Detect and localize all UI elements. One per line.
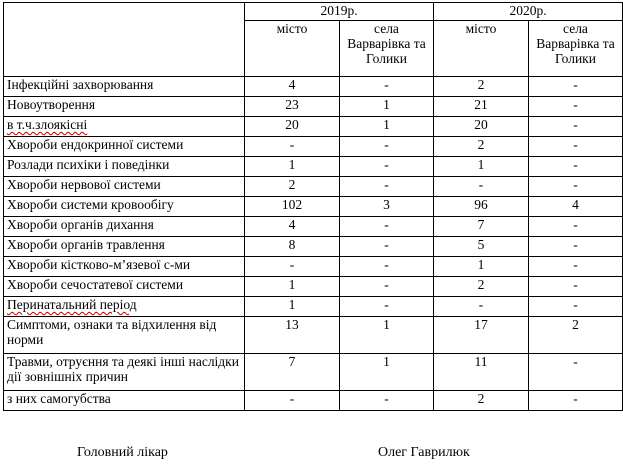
year-header-2019: 2019р. <box>245 3 434 21</box>
cell-value: 4 <box>245 77 340 97</box>
cell-value: - <box>529 354 623 391</box>
cell-value: - <box>340 237 434 257</box>
cell-value: 1 <box>340 97 434 117</box>
row-label-text: Новоутворення <box>7 97 96 112</box>
table-row <box>4 157 623 177</box>
cell-value: - <box>340 157 434 177</box>
cell-value: - <box>529 137 623 157</box>
cell-value: 23 <box>245 97 340 117</box>
cell-value: 2 <box>434 77 529 97</box>
cell-value: - <box>529 157 623 177</box>
cell-value: 1 <box>245 157 340 177</box>
cell-value: - <box>529 391 623 411</box>
cell-value: 1 <box>340 117 434 137</box>
row-label-text: Хвороби органів дихання <box>7 217 154 232</box>
cell-value: - <box>340 137 434 157</box>
table-row <box>4 117 623 137</box>
cell-value: - <box>529 237 623 257</box>
cell-value: 20 <box>434 117 529 137</box>
cell-value: 102 <box>245 197 340 217</box>
cell-value: 17 <box>434 317 529 354</box>
row-label-text: Хвороби ендокринної системи <box>7 137 184 152</box>
table-row <box>4 177 623 197</box>
cell-value: 1 <box>245 297 340 317</box>
row-label <box>4 77 245 97</box>
table-row <box>4 317 623 354</box>
cell-value: - <box>434 177 529 197</box>
table-row <box>4 197 623 217</box>
cell-value: - <box>529 217 623 237</box>
row-label-text: Травми, отруєння та деякі інші наслідки дії зовнішніх причин <box>7 354 239 384</box>
row-label-text: Інфекційні захворювання <box>7 77 154 92</box>
cell-value: - <box>529 177 623 197</box>
cell-value: 20 <box>245 117 340 137</box>
cell-value: 1 <box>245 277 340 297</box>
cell-value: 96 <box>434 197 529 217</box>
row-label-text: Розлади психіки і поведінки <box>7 157 170 172</box>
row-label <box>4 317 245 354</box>
cell-value: - <box>529 277 623 297</box>
cell-value: 1 <box>340 317 434 354</box>
row-label <box>4 117 245 137</box>
cell-value: 7 <box>245 354 340 391</box>
cell-value: 2 <box>245 177 340 197</box>
cell-value: 2 <box>434 391 529 411</box>
cell-value: - <box>529 77 623 97</box>
row-label <box>4 277 245 297</box>
row-label <box>4 197 245 217</box>
col-header-city-2019: місто <box>245 21 340 77</box>
row-label-text: Симптоми, ознаки та відхилення від норми <box>7 317 217 347</box>
signature-title: Головний лікар <box>77 445 168 460</box>
cell-value: 1 <box>434 257 529 277</box>
row-label-text: Хвороби нервової системи <box>7 177 161 192</box>
table-row <box>4 297 623 317</box>
table-row <box>4 237 623 257</box>
col-header-villages-2019: села Варварівка та Голики <box>340 21 434 77</box>
table-row <box>4 217 623 237</box>
cell-value: 3 <box>340 197 434 217</box>
cell-value: - <box>340 257 434 277</box>
row-label <box>4 354 245 391</box>
row-label-text: Хвороби сечостатевої системи <box>7 277 184 292</box>
row-label <box>4 137 245 157</box>
table-row <box>4 354 623 391</box>
cell-value: 2 <box>434 277 529 297</box>
col-header-city-2020: місто <box>434 21 529 77</box>
cell-value: 4 <box>529 197 623 217</box>
cell-value: - <box>529 97 623 117</box>
cell-value: - <box>340 391 434 411</box>
row-label <box>4 157 245 177</box>
row-label-text: Хвороби системи кровообігу <box>7 197 174 212</box>
cell-value: 8 <box>245 237 340 257</box>
cell-value: 7 <box>434 217 529 237</box>
row-label <box>4 97 245 117</box>
cell-value: - <box>340 297 434 317</box>
cell-value: 2 <box>434 137 529 157</box>
cell-value: - <box>340 77 434 97</box>
table-row <box>4 77 623 97</box>
row-label-text: Хвороби кістково-м’язевої с-ми <box>7 257 191 272</box>
row-label <box>4 237 245 257</box>
cell-value: - <box>245 257 340 277</box>
row-label <box>4 391 245 411</box>
cell-value: 1 <box>434 157 529 177</box>
signature-name: Олег Гаврилюк <box>378 445 470 460</box>
cell-value: 13 <box>245 317 340 354</box>
cell-value: 1 <box>340 354 434 391</box>
cell-value: - <box>529 297 623 317</box>
row-label <box>4 217 245 237</box>
cell-value: 11 <box>434 354 529 391</box>
row-label-text: з них самогубства <box>7 391 111 406</box>
row-label <box>4 177 245 197</box>
cell-value: - <box>245 391 340 411</box>
cell-value: 5 <box>434 237 529 257</box>
cell-value: - <box>434 297 529 317</box>
year-header-2020: 2020р. <box>434 3 623 21</box>
table-row <box>4 257 623 277</box>
morbidity-table <box>3 2 623 411</box>
cell-value: 4 <box>245 217 340 237</box>
cell-value: - <box>340 277 434 297</box>
row-label-text: Хвороби органів травлення <box>7 237 165 252</box>
row-label-text: в т.ч.злоякісні <box>7 117 88 132</box>
cell-value: - <box>529 117 623 137</box>
cell-value: - <box>340 177 434 197</box>
cell-value: - <box>340 217 434 237</box>
table-row <box>4 277 623 297</box>
cell-value: - <box>529 257 623 277</box>
row-label-text: Перинатальний період <box>7 297 137 312</box>
table-row <box>4 97 623 117</box>
col-header-villages-2020: села Варварівка та Голики <box>529 21 623 77</box>
row-label <box>4 257 245 277</box>
cell-value: 21 <box>434 97 529 117</box>
header-corner <box>4 3 245 77</box>
table-row <box>4 391 623 411</box>
cell-value: - <box>245 137 340 157</box>
cell-value: 2 <box>529 317 623 354</box>
row-label <box>4 297 245 317</box>
table-row <box>4 137 623 157</box>
